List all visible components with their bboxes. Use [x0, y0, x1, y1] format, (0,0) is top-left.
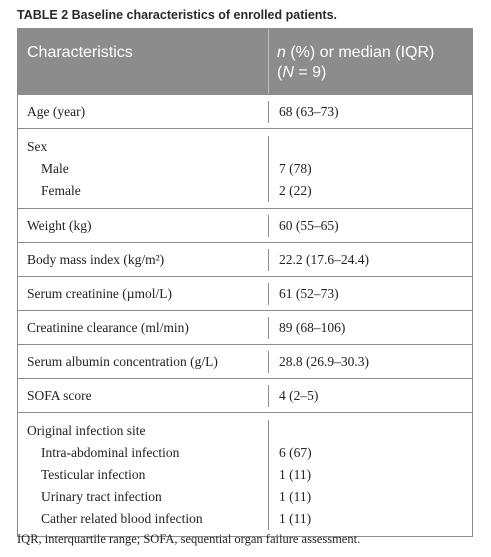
- header-col2-line2: [277, 63, 472, 83]
- row-value-male: 7 (78): [279, 161, 312, 176]
- header-N-rest: = 9): [293, 64, 327, 81]
- row-sublabel-female: Female: [41, 183, 81, 198]
- header-col2-rest: (%) or median (IQR): [285, 44, 435, 61]
- row-value: 60 (55–65): [279, 218, 339, 233]
- row-label: Serum creatinine (µmol/L): [27, 286, 172, 301]
- table-row-sex: [18, 128, 472, 208]
- row-label: SOFA score: [27, 388, 92, 403]
- row-value-empty: [269, 136, 472, 158]
- header-col2-line1: [277, 43, 472, 63]
- row-value-female: 2 (22): [279, 183, 312, 198]
- row-label: Sex: [27, 139, 48, 154]
- row-label: Age (year): [27, 104, 86, 119]
- row-label: Serum albumin concentration (g/L): [27, 354, 218, 369]
- table-row-weight: [18, 208, 472, 242]
- row-value-cather: 1 (11): [279, 511, 312, 526]
- baseline-characteristics-table: [17, 28, 473, 537]
- table-header-row: [18, 29, 472, 94]
- row-value: 4 (2–5): [279, 388, 319, 403]
- row-value: 28.8 (26.9–30.3): [279, 354, 369, 369]
- row-label: Weight (kg): [27, 218, 92, 233]
- header-n-italic: n: [277, 44, 286, 61]
- row-value: 68 (63–73): [279, 104, 339, 119]
- header-value-column: [269, 29, 472, 94]
- row-label: Original infection site: [27, 423, 146, 438]
- header-characteristics: [18, 29, 269, 94]
- row-value: 22.2 (17.6–24.4): [279, 252, 369, 267]
- table-row-serum-albumin: [18, 344, 472, 378]
- table-row-bmi: [18, 242, 472, 276]
- row-label: Body mass index (kg/m²): [27, 252, 165, 267]
- row-value-empty: [269, 420, 472, 442]
- row-value: 89 (68–106): [279, 320, 346, 335]
- table-caption: TABLE 2 Baseline characteristics of enrolled patients.: [17, 8, 338, 22]
- header-col1-label: Characteristics: [27, 44, 133, 61]
- row-sublabel-urinary: Urinary tract infection: [41, 489, 162, 504]
- header-paren-open: (: [277, 64, 283, 81]
- table-row-infection-site: [18, 412, 472, 536]
- table-row-serum-creatinine: [18, 276, 472, 310]
- table-row-sofa-score: [18, 378, 472, 412]
- row-sublabel-testicular: Testicular infection: [41, 467, 146, 482]
- table-row-creatinine-clearance: [18, 310, 472, 344]
- row-value: 61 (52–73): [279, 286, 339, 301]
- header-N-italic: N: [282, 64, 294, 81]
- row-value-testicular: 1 (11): [279, 467, 312, 482]
- table-footnote: IQR, interquartile range; SOFA, sequential organ failure assessment.: [17, 532, 361, 546]
- table-row-age: [18, 94, 472, 128]
- row-value-intra-abdominal: 6 (67): [279, 445, 312, 460]
- row-sublabel-cather: Cather related blood infection: [41, 511, 203, 526]
- row-value-urinary: 1 (11): [279, 489, 312, 504]
- row-label: Creatinine clearance (ml/min): [27, 320, 189, 335]
- row-sublabel-male: Male: [41, 161, 69, 176]
- row-sublabel-intra-abdominal: Intra-abdominal infection: [41, 445, 180, 460]
